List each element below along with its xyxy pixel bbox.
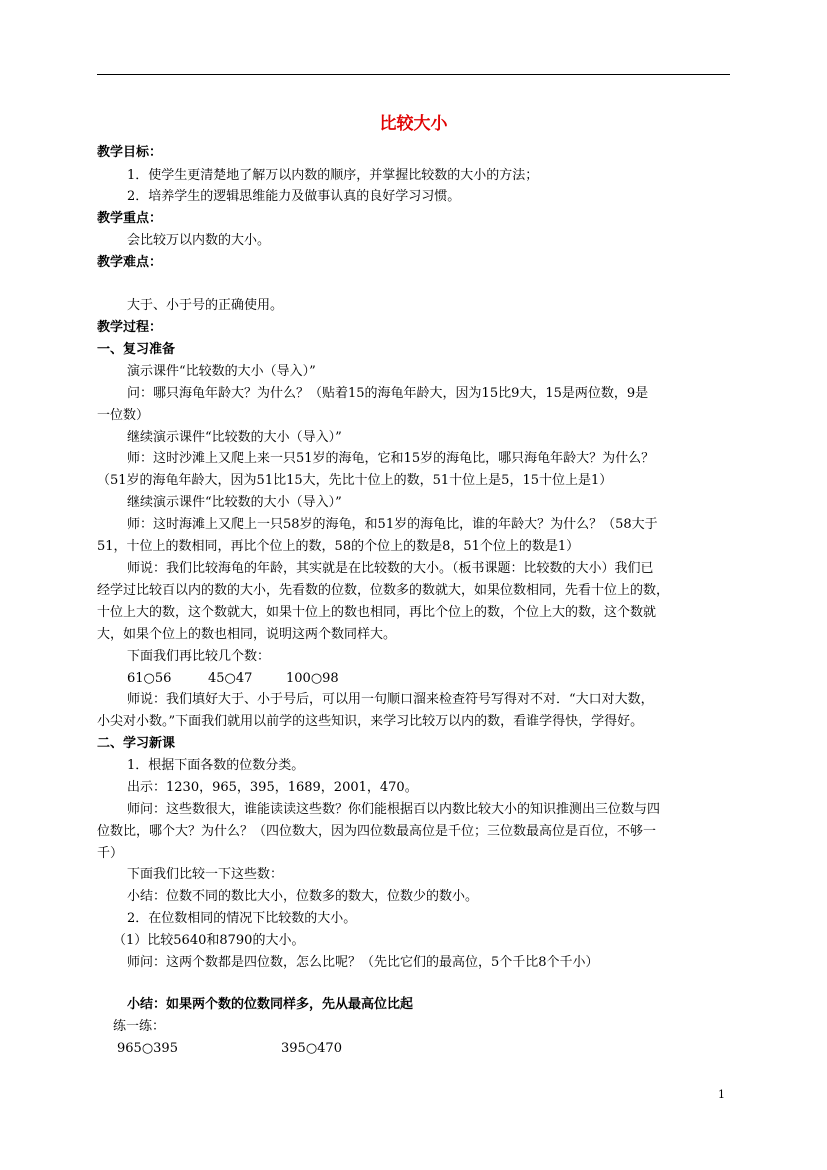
paragraph-line: 小尖对小数。”下面我们就用以前学的这些知识，来学习比较万以内的数，看谁学得快，学得好。 — [97, 714, 644, 729]
paragraph-line: 出示：1230，965，395，1689，2001，470。 — [127, 780, 418, 795]
paragraph-line: 51，十位上的数相同，再比个位上的数，58的个位上的数是8，51个位上的数是1） — [97, 539, 580, 554]
paragraph-line: 位数比，哪个大？为什么？（四位数大，因为四位数最高位是千位；三位数最高位是百位，不够一 — [97, 824, 657, 839]
practice-item: 965○395 — [117, 1041, 178, 1056]
difficulty-text: 大于、小于号的正确使用。 — [127, 298, 284, 313]
paragraph-line: 大，如果个位上的数也相同，说明这两个数同样大。 — [97, 627, 397, 642]
practice-label: 练一练： — [113, 1019, 166, 1034]
process-heading: 教学过程： — [97, 320, 163, 335]
paragraph-line: 小结：位数不同的数比大小，位数多的数大，位数少的数小。 — [127, 889, 479, 904]
page-number: 1 — [718, 1088, 725, 1101]
paragraph-line: 千） — [97, 846, 124, 861]
key-heading: 教学重点： — [97, 211, 163, 226]
goal-1: 1．使学生更清楚地了解万以内数的顺序，并掌握比较数的大小的方法； — [127, 168, 539, 183]
comparison-item: 100○98 — [286, 671, 339, 686]
paragraph-line: 继续演示课件“比较数的大小（导入）” — [127, 430, 342, 445]
paragraph-line: （1）比较5640和8790的大小。 — [113, 933, 305, 948]
paragraph-line: 问：哪只海龟年龄大？为什么？（贴着15的海龟年龄大，因为15比9大，15是两位数，9是 — [127, 386, 649, 401]
key-text: 会比较万以内数的大小。 — [127, 233, 271, 248]
header-rule — [97, 74, 730, 75]
paragraph-line: 师问：这些数很大，谁能读读这些数？你们能根据百以内数比较大小的知识推测出三位数与四 — [127, 802, 661, 817]
paragraph-line: 继续演示课件“比较数的大小（导入）” — [127, 495, 342, 510]
part1-heading: 一、复习准备 — [97, 342, 176, 357]
paragraph-line: 师问：这两个数都是四位数，怎么比呢？（先比它们的最高位，5个千比8个千小） — [127, 955, 599, 970]
paragraph-line: 师说：我们填好大于、小于号后，可以用一句顺口溜来检查符号写得对不对．“大口对大数， — [127, 692, 654, 707]
paragraph-line: 下面我们比较一下这些数： — [127, 867, 284, 882]
comparison-item: 61○56 — [127, 671, 172, 686]
summary-line: 小结：如果两个数的位数同样多，先从最高位比起 — [127, 997, 414, 1012]
part2-heading: 二、学习新课 — [97, 736, 176, 751]
difficulty-heading: 教学难点： — [97, 255, 163, 270]
comparison-item: 45○47 — [208, 671, 253, 686]
goal-2: 2．培养学生的逻辑思维能力及做事认真的良好学习习惯。 — [127, 189, 461, 204]
paragraph-line: 师说：我们比较海龟的年龄，其实就是在比较数的大小。（板书课题：比较数的大小）我们已 — [127, 561, 654, 576]
practice-row — [117, 1040, 736, 1058]
paragraph-line: 演示课件“比较数的大小（导入）” — [127, 364, 316, 379]
paragraph-line: 一位数） — [97, 408, 150, 423]
goals-heading: 教学目标： — [97, 145, 163, 160]
paragraph-line: （51岁的海龟年龄大，因为51比15大，先比十位上的数，51十位上是5，15十位上是1） — [97, 473, 613, 488]
document-title: 比较大小 — [379, 114, 448, 134]
paragraph-line: 十位上大的数，这个数就大，如果十位上的数也相同，再比个位上的数，个位上大的数，这个数就 — [97, 605, 657, 620]
comparison-row — [127, 670, 732, 688]
paragraph-line: 下面我们再比较几个数： — [127, 649, 271, 664]
paragraph-line: 经学过比较百以内的数的大小，先看数的位数，位数多的数就大，如果位数相同，先看十位上的数， — [97, 583, 670, 598]
practice-item: 395○470 — [281, 1041, 342, 1056]
paragraph-line: 1．根据下面各数的位数分类。 — [127, 758, 305, 773]
paragraph-line: 2．在位数相同的情况下比较数的大小。 — [127, 911, 357, 926]
paragraph-line: 师：这时海滩上又爬上一只58岁的海龟，和51岁的海龟比，谁的年龄大？为什么？（58大于 — [127, 517, 658, 532]
paragraph-line: 师：这时沙滩上又爬上来一只51岁的海龟，它和15岁的海龟比，哪只海龟年龄大？为什么？ — [127, 451, 655, 466]
